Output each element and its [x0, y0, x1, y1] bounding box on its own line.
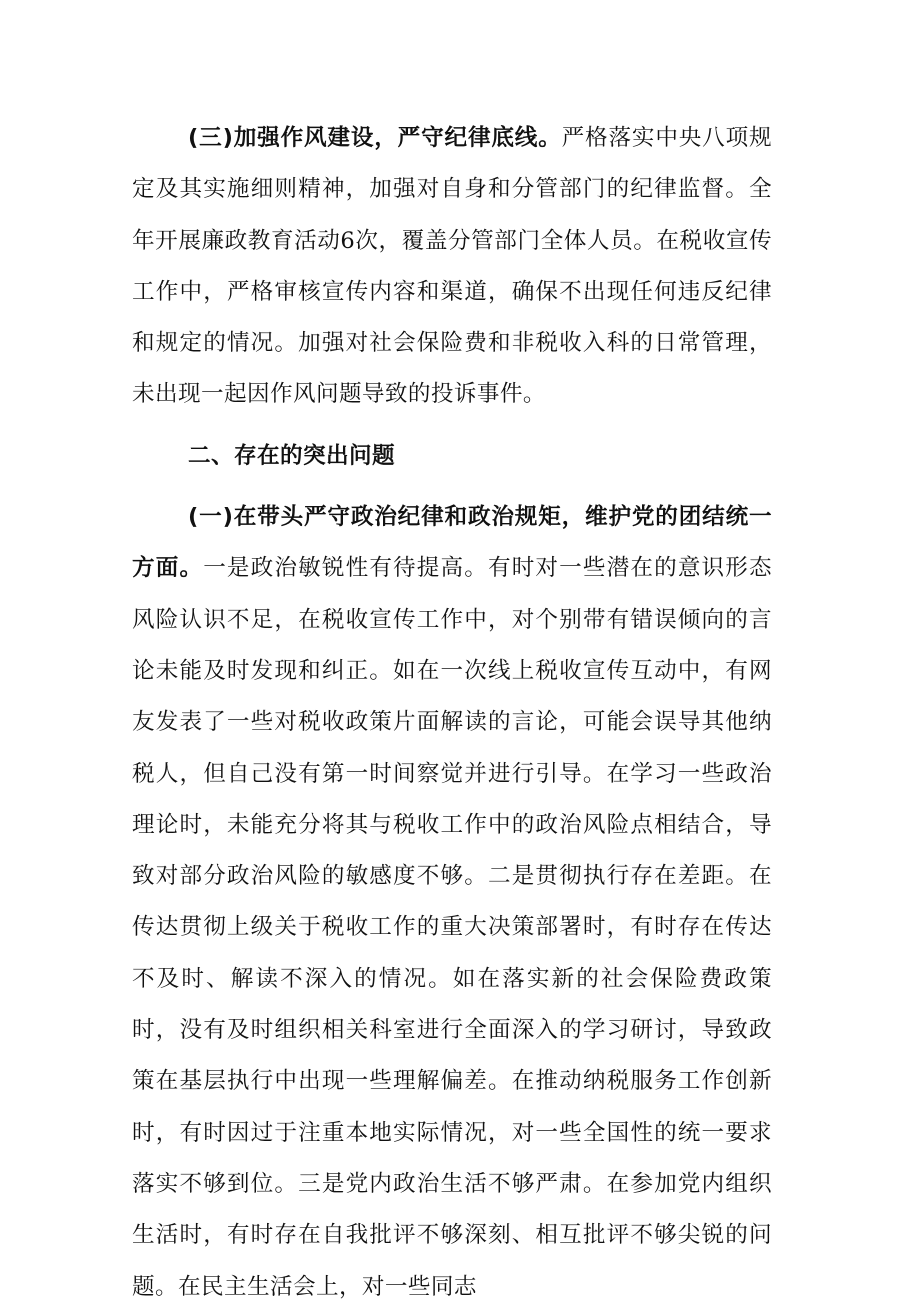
section-heading: 二、存在的突出问题	[188, 442, 395, 469]
section-heading-line	[132, 431, 772, 482]
paragraph-lead-heading: (三)加强作风建设，严守纪律底线。	[188, 125, 562, 151]
paragraph-style-discipline	[132, 113, 772, 421]
paragraph-body-text: 一是政治敏锐性有待提高。有时对一些潜在的意识形态风险认识不足，在税收宣传工作中，对个别带有错误倾向的言论未能及时发现和纠正。如在一次线上税收宣传互动中，有网友发表了一些对税收政策片面解读的言论，可能会误导其他纳税人，但自己没有第一时间察觉并进行引导。在学习一些政治理论时，未能充分将其与税收工作中的政治风险点相结合，导致对部分政治风险的敏感度不够。二是贯彻执行存在差距。在传达贯彻上级关于税收工作的重大决策部署时，有时存在传达不及时、解读不深入的情况。如在落实新的社会保险费政策时，没有及时组织相关科室进行全面深入的学习研讨，导致政策在基层执行中出现一些理解偏差。在推动纳税服务工作创新时，有时因过于注重本地实际情况，对一些全国性的统一要求落实不够到位。三是党内政治生活不够严肃。在参加党内组织生活时，有时存在自我批评不够深刻、相互批评不够尖锐的问题。在民主生活会上，对一些同志	[132, 555, 772, 1300]
paragraph-lead-heading: (一)在带头严守政治纪律和政治规矩，维护党的团结统一方面。	[132, 504, 772, 582]
paragraph-body-text: 严格落实中央八项规定及其实施细则精神，加强对自身和分管部门的纪律监督。全年开展廉政教育活动6次，覆盖分管部门全体人员。在税收宣传工作中，严格审核宣传内容和渠道，确保不出现任何违反纪律和规定的情况。加强对社会保险费和非税收入科的日常管理，未出现一起因作风问题导致的投诉事件。	[132, 125, 773, 408]
document-body	[132, 113, 772, 1313]
paragraph-political-discipline	[132, 492, 772, 1313]
